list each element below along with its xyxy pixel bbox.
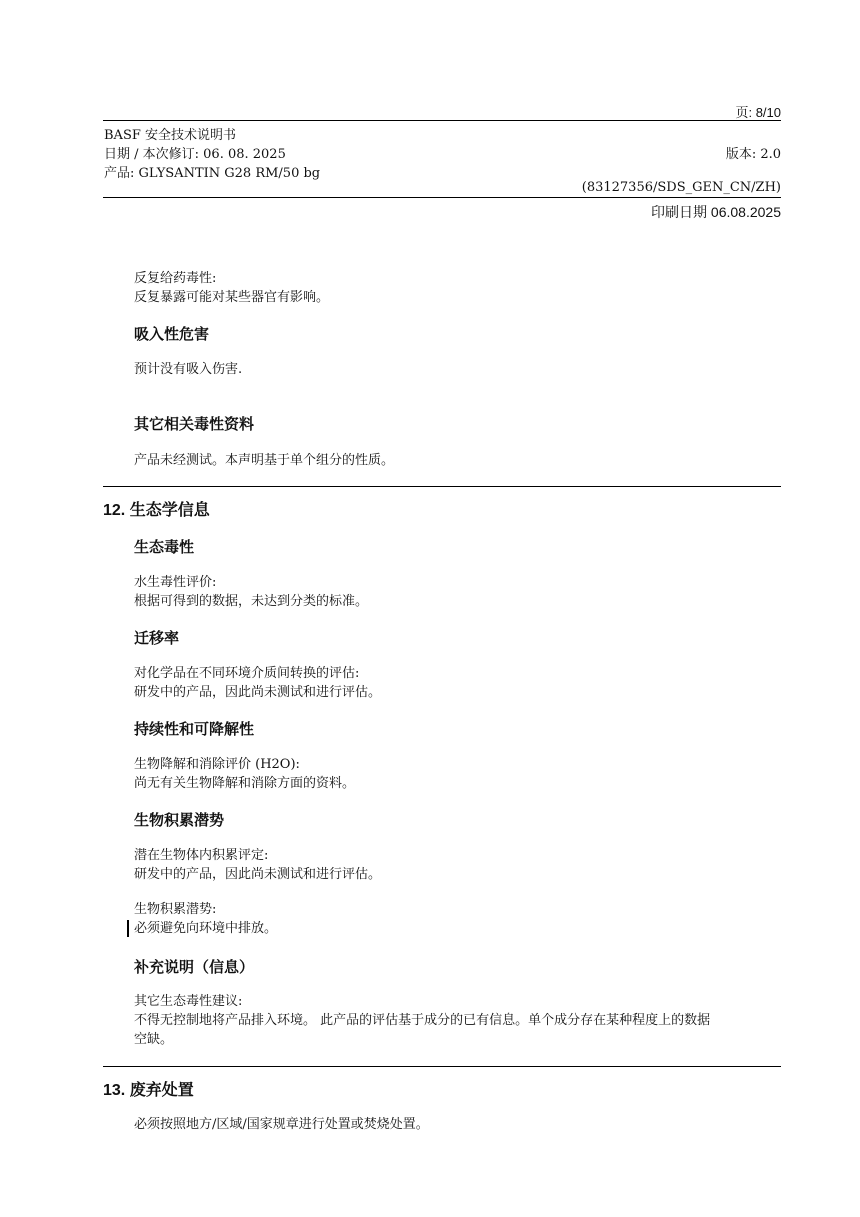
bioaccumulation-heading: 生物积累潜势 bbox=[134, 812, 225, 829]
disposal-text: 必须按照地方/区域/国家规章进行处置或焚烧处置。 bbox=[134, 1117, 429, 1132]
supplementary-info-label: 其它生态毒性建议: bbox=[134, 994, 243, 1009]
revision-date: 日期 / 本次修订: 06. 08. 2025 bbox=[104, 147, 286, 162]
print-date: 印刷日期 06.08.2025 bbox=[651, 204, 781, 220]
mobility-heading: 迁移率 bbox=[134, 630, 180, 647]
supplementary-info-text-line2: 空缺。 bbox=[134, 1032, 174, 1047]
section-13-title: 废弃处置 bbox=[129, 1082, 194, 1099]
repeated-dose-label: 反复给药毒性: bbox=[134, 271, 217, 286]
persistence-heading: 持续性和可降解性 bbox=[134, 721, 255, 738]
version-label: 版本: 2.0 bbox=[725, 147, 781, 162]
header-top-rule bbox=[103, 120, 781, 121]
revision-change-bar bbox=[127, 920, 129, 937]
other-toxicity-text: 产品未经测试。本声明基于单个组分的性质。 bbox=[134, 453, 395, 468]
section-12-title: 生态学信息 bbox=[129, 502, 210, 519]
bioaccumulation-assessment-text: 研发中的产品，因此尚未测试和进行评估。 bbox=[134, 867, 382, 882]
other-toxicity-heading: 其它相关毒性资料 bbox=[134, 416, 255, 433]
section-12-heading bbox=[103, 497, 210, 520]
product-name: 产品: GLYSANTIN G28 RM/50 bg bbox=[104, 166, 321, 181]
header-bottom-rule bbox=[103, 197, 781, 198]
persistence-label: 生物降解和消除评价 (H2O): bbox=[134, 757, 300, 772]
section-13-heading bbox=[103, 1077, 194, 1100]
section-12-rule bbox=[103, 486, 781, 487]
mobility-label: 对化学品在不同环境介质间转换的评估: bbox=[134, 666, 360, 681]
aspiration-hazard-heading: 吸入性危害 bbox=[134, 326, 210, 343]
section-12-number: 12. bbox=[103, 502, 126, 519]
ecotoxicity-heading: 生态毒性 bbox=[134, 539, 195, 556]
document-code: (83127356/SDS_GEN_CN/ZH) bbox=[581, 180, 781, 195]
supplementary-info-heading: 补充说明（信息） bbox=[134, 959, 255, 976]
section-13-number: 13. bbox=[103, 1082, 126, 1099]
bioaccumulation-potential-text: 必须避免向环境中排放。 bbox=[134, 921, 278, 936]
bioaccumulation-assessment-label: 潜在生物体内积累评定: bbox=[134, 848, 269, 863]
supplementary-info-text-line1: 不得无控制地将产品排入环境。 此产品的评估基于成分的已有信息。单个成分存在某种程度上的数据 bbox=[134, 1013, 711, 1028]
aspiration-hazard-text: 预计没有吸入伤害. bbox=[134, 362, 243, 377]
persistence-text: 尚无有关生物降解和消除方面的资料。 bbox=[134, 776, 356, 791]
section-13-rule bbox=[103, 1066, 781, 1067]
mobility-text: 研发中的产品，因此尚未测试和进行评估。 bbox=[134, 685, 382, 700]
ecotoxicity-text: 根据可得到的数据，未达到分类的标准。 bbox=[134, 594, 369, 609]
ecotoxicity-label: 水生毒性评价: bbox=[134, 575, 217, 590]
repeated-dose-text: 反复暴露可能对某些器官有影响。 bbox=[134, 290, 330, 305]
page-number: 页: 8/10 bbox=[735, 105, 781, 120]
document-title: BASF 安全技术说明书 bbox=[104, 128, 236, 143]
bioaccumulation-potential-label: 生物积累潜势: bbox=[134, 902, 217, 917]
